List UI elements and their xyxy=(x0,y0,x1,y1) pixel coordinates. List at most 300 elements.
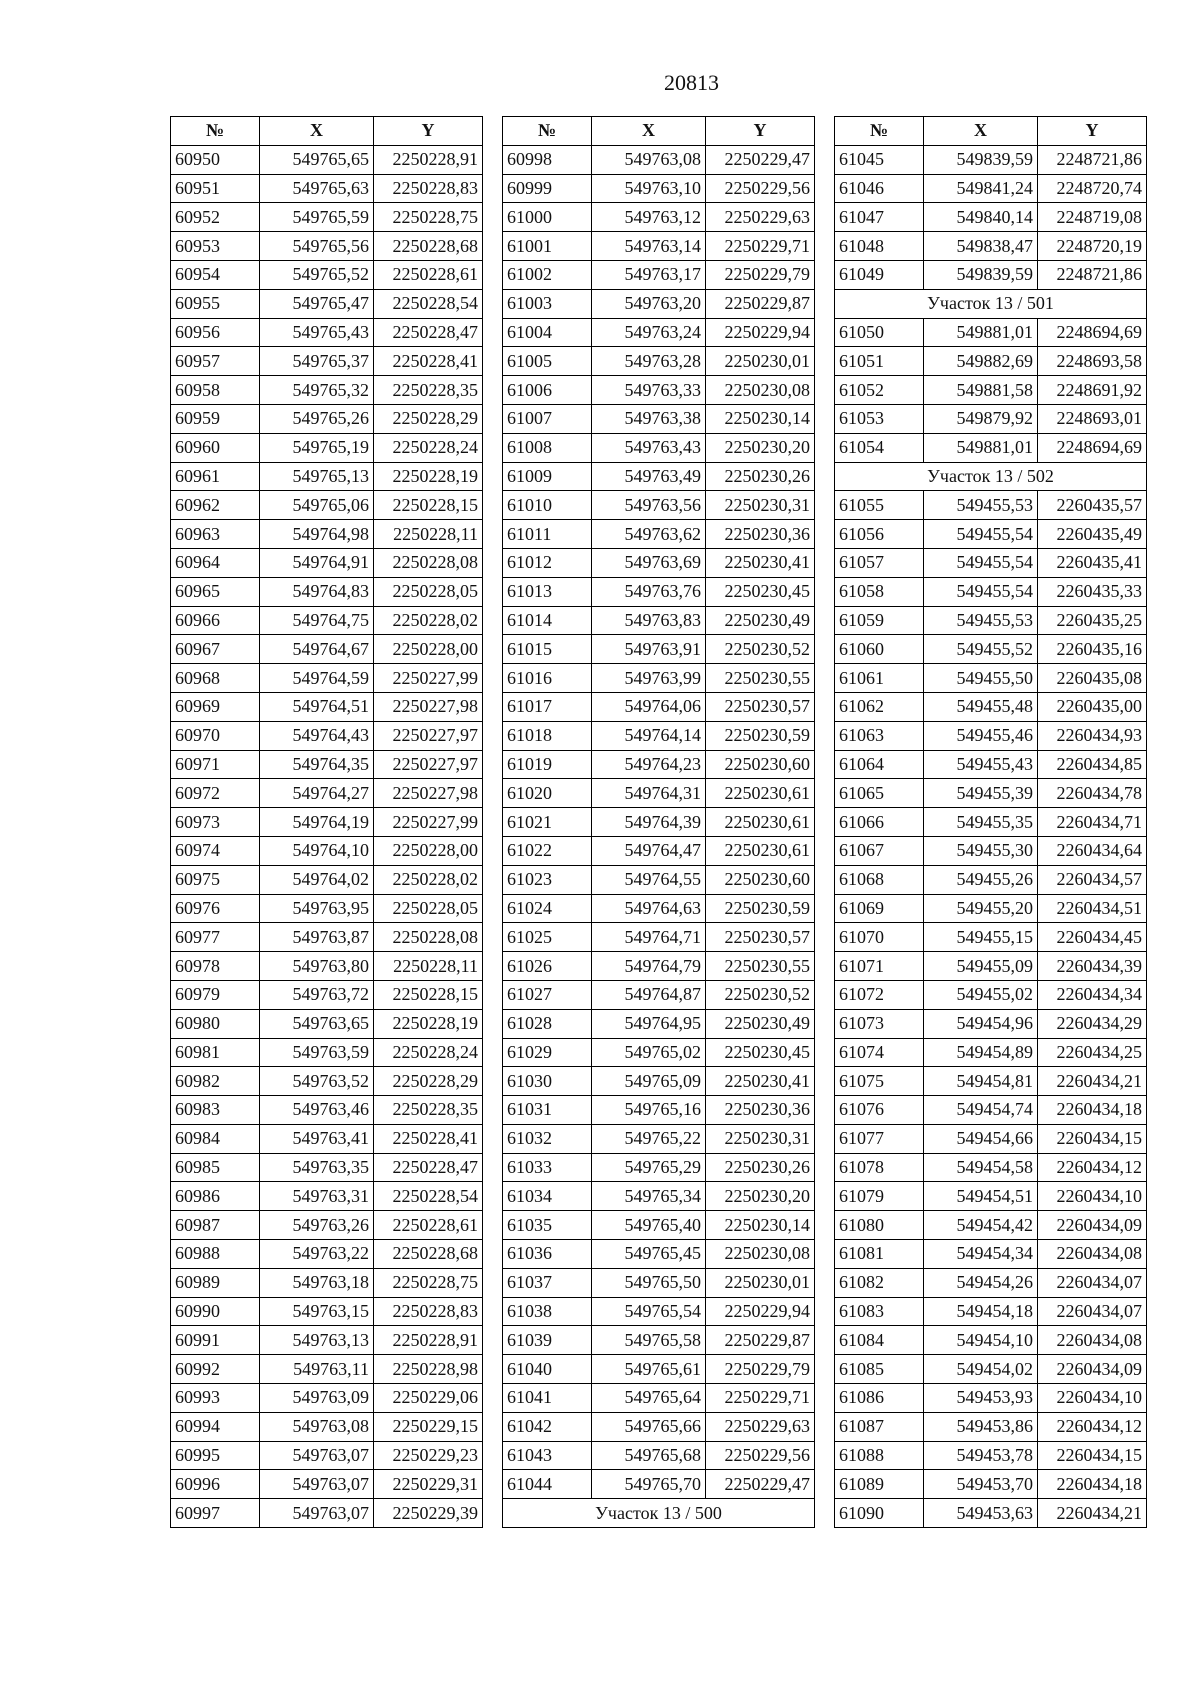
y-coordinate-cell: 2250228,61 xyxy=(374,260,483,289)
point-number-cell: 61008 xyxy=(503,433,592,462)
y-coordinate-cell: 2250229,39 xyxy=(374,1499,483,1528)
table-row xyxy=(835,318,1147,347)
x-coordinate-cell: 549763,87 xyxy=(260,923,374,952)
point-number-cell: 61086 xyxy=(835,1384,924,1413)
y-coordinate-cell: 2260434,08 xyxy=(1038,1326,1147,1355)
x-coordinate-cell: 549455,54 xyxy=(924,548,1038,577)
x-coordinate-cell: 549765,09 xyxy=(592,1067,706,1096)
y-coordinate-cell: 2250228,54 xyxy=(374,1182,483,1211)
table-row xyxy=(171,721,483,750)
x-coordinate-cell: 549764,95 xyxy=(592,1009,706,1038)
table-row xyxy=(171,923,483,952)
x-coordinate-cell: 549455,54 xyxy=(924,520,1038,549)
x-coordinate-cell: 549455,02 xyxy=(924,980,1038,1009)
table-row xyxy=(503,952,815,981)
table-row xyxy=(835,1470,1147,1499)
point-number-cell: 61013 xyxy=(503,577,592,606)
y-coordinate-cell: 2260434,09 xyxy=(1038,1355,1147,1384)
point-number-cell: 61089 xyxy=(835,1470,924,1499)
point-number-cell: 60958 xyxy=(171,376,260,405)
table-row xyxy=(171,1268,483,1297)
x-coordinate-cell: 549765,50 xyxy=(592,1268,706,1297)
x-coordinate-cell: 549763,13 xyxy=(260,1326,374,1355)
point-number-cell: 61051 xyxy=(835,347,924,376)
y-coordinate-cell: 2250228,83 xyxy=(374,174,483,203)
table-row xyxy=(503,865,815,894)
point-number-cell: 60993 xyxy=(171,1384,260,1413)
y-coordinate-cell: 2248693,58 xyxy=(1038,347,1147,376)
y-coordinate-cell: 2250228,29 xyxy=(374,1067,483,1096)
point-number-cell: 60984 xyxy=(171,1124,260,1153)
y-coordinate-cell: 2250228,05 xyxy=(374,577,483,606)
y-coordinate-cell: 2260435,08 xyxy=(1038,664,1147,693)
header-x: X xyxy=(924,117,1038,146)
x-coordinate-cell: 549763,10 xyxy=(592,174,706,203)
x-coordinate-cell: 549765,47 xyxy=(260,289,374,318)
table-row xyxy=(171,1470,483,1499)
point-number-cell: 61076 xyxy=(835,1096,924,1125)
x-coordinate-cell: 549763,12 xyxy=(592,203,706,232)
x-coordinate-cell: 549764,87 xyxy=(592,980,706,1009)
y-coordinate-cell: 2248691,92 xyxy=(1038,376,1147,405)
x-coordinate-cell: 549839,59 xyxy=(924,260,1038,289)
x-coordinate-cell: 549454,74 xyxy=(924,1096,1038,1125)
point-number-cell: 60951 xyxy=(171,174,260,203)
table-row xyxy=(171,232,483,261)
y-coordinate-cell: 2250228,02 xyxy=(374,606,483,635)
table-row xyxy=(503,1268,815,1297)
x-coordinate-cell: 549455,20 xyxy=(924,894,1038,923)
y-coordinate-cell: 2260434,51 xyxy=(1038,894,1147,923)
table-row xyxy=(503,692,815,721)
x-coordinate-cell: 549454,10 xyxy=(924,1326,1038,1355)
y-coordinate-cell: 2260434,25 xyxy=(1038,1038,1147,1067)
table-row xyxy=(503,1441,815,1470)
y-coordinate-cell: 2260434,15 xyxy=(1038,1441,1147,1470)
y-coordinate-cell: 2250230,52 xyxy=(706,635,815,664)
x-coordinate-cell: 549454,96 xyxy=(924,1009,1038,1038)
y-coordinate-cell: 2248694,69 xyxy=(1038,433,1147,462)
x-coordinate-cell: 549763,24 xyxy=(592,318,706,347)
table-row xyxy=(171,865,483,894)
y-coordinate-cell: 2260434,93 xyxy=(1038,721,1147,750)
point-number-cell: 61010 xyxy=(503,491,592,520)
table-row xyxy=(835,1441,1147,1470)
point-number-cell: 60970 xyxy=(171,721,260,750)
y-coordinate-cell: 2250227,99 xyxy=(374,808,483,837)
y-coordinate-cell: 2250230,01 xyxy=(706,1268,815,1297)
y-coordinate-cell: 2260434,18 xyxy=(1038,1470,1147,1499)
y-coordinate-cell: 2250227,97 xyxy=(374,750,483,779)
point-number-cell: 60953 xyxy=(171,232,260,261)
header-number: № xyxy=(835,117,924,146)
y-coordinate-cell: 2250228,91 xyxy=(374,1326,483,1355)
x-coordinate-cell: 549763,31 xyxy=(260,1182,374,1211)
y-coordinate-cell: 2250230,08 xyxy=(706,1240,815,1269)
table-row xyxy=(503,1412,815,1441)
point-number-cell: 61017 xyxy=(503,692,592,721)
table-row xyxy=(835,491,1147,520)
y-coordinate-cell: 2250230,57 xyxy=(706,692,815,721)
y-coordinate-cell: 2250229,79 xyxy=(706,260,815,289)
x-coordinate-cell: 549765,29 xyxy=(592,1153,706,1182)
table-row xyxy=(503,750,815,779)
table-row xyxy=(171,1211,483,1240)
point-number-cell: 61037 xyxy=(503,1268,592,1297)
point-number-cell: 61039 xyxy=(503,1326,592,1355)
point-number-cell: 61035 xyxy=(503,1211,592,1240)
point-number-cell: 61055 xyxy=(835,491,924,520)
y-coordinate-cell: 2250228,08 xyxy=(374,923,483,952)
y-coordinate-cell: 2250230,49 xyxy=(706,606,815,635)
header-number: № xyxy=(503,117,592,146)
point-number-cell: 61049 xyxy=(835,260,924,289)
x-coordinate-cell: 549763,95 xyxy=(260,894,374,923)
table-row xyxy=(503,1355,815,1384)
x-coordinate-cell: 549765,54 xyxy=(592,1297,706,1326)
table-row xyxy=(835,1297,1147,1326)
table-row xyxy=(503,836,815,865)
point-number-cell: 60990 xyxy=(171,1297,260,1326)
table-row xyxy=(171,836,483,865)
x-coordinate-cell: 549764,47 xyxy=(592,836,706,865)
x-coordinate-cell: 549764,59 xyxy=(260,664,374,693)
y-coordinate-cell: 2250228,35 xyxy=(374,1096,483,1125)
table-row xyxy=(835,664,1147,693)
table-row xyxy=(171,1240,483,1269)
table-row xyxy=(835,347,1147,376)
y-coordinate-cell: 2260434,45 xyxy=(1038,923,1147,952)
point-number-cell: 60967 xyxy=(171,635,260,664)
x-coordinate-cell: 549765,13 xyxy=(260,462,374,491)
table-row xyxy=(835,1153,1147,1182)
point-number-cell: 61022 xyxy=(503,836,592,865)
table-row xyxy=(171,808,483,837)
point-number-cell: 61050 xyxy=(835,318,924,347)
point-number-cell: 61067 xyxy=(835,836,924,865)
point-number-cell: 60976 xyxy=(171,894,260,923)
table-row xyxy=(503,721,815,750)
table-row xyxy=(835,779,1147,808)
table-row xyxy=(503,1153,815,1182)
x-coordinate-cell: 549764,79 xyxy=(592,952,706,981)
x-coordinate-cell: 549454,34 xyxy=(924,1240,1038,1269)
point-number-cell: 60957 xyxy=(171,347,260,376)
y-coordinate-cell: 2248721,86 xyxy=(1038,260,1147,289)
x-coordinate-cell: 549765,34 xyxy=(592,1182,706,1211)
point-number-cell: 60950 xyxy=(171,145,260,174)
table-row xyxy=(171,318,483,347)
point-number-cell: 61001 xyxy=(503,232,592,261)
x-coordinate-cell: 549841,24 xyxy=(924,174,1038,203)
x-coordinate-cell: 549881,58 xyxy=(924,376,1038,405)
table-row xyxy=(503,779,815,808)
x-coordinate-cell: 549763,65 xyxy=(260,1009,374,1038)
table-row xyxy=(503,520,815,549)
point-number-cell: 60975 xyxy=(171,865,260,894)
table-row xyxy=(503,606,815,635)
x-coordinate-cell: 549765,06 xyxy=(260,491,374,520)
y-coordinate-cell: 2260434,64 xyxy=(1038,836,1147,865)
x-coordinate-cell: 549453,86 xyxy=(924,1412,1038,1441)
table-row xyxy=(835,1182,1147,1211)
point-number-cell: 61074 xyxy=(835,1038,924,1067)
x-coordinate-cell: 549764,67 xyxy=(260,635,374,664)
point-number-cell: 61060 xyxy=(835,635,924,664)
table-row xyxy=(171,1009,483,1038)
point-number-cell: 60954 xyxy=(171,260,260,289)
x-coordinate-cell: 549765,66 xyxy=(592,1412,706,1441)
point-number-cell: 60994 xyxy=(171,1412,260,1441)
x-coordinate-cell: 549764,14 xyxy=(592,721,706,750)
table-row xyxy=(835,433,1147,462)
y-coordinate-cell: 2250229,71 xyxy=(706,1384,815,1413)
y-coordinate-cell: 2250229,23 xyxy=(374,1441,483,1470)
x-coordinate-cell: 549455,53 xyxy=(924,491,1038,520)
x-coordinate-cell: 549763,26 xyxy=(260,1211,374,1240)
table-row xyxy=(503,1124,815,1153)
y-coordinate-cell: 2250228,68 xyxy=(374,1240,483,1269)
x-coordinate-cell: 549764,19 xyxy=(260,808,374,837)
table-row xyxy=(835,1009,1147,1038)
point-number-cell: 61077 xyxy=(835,1124,924,1153)
x-coordinate-cell: 549454,66 xyxy=(924,1124,1038,1153)
y-coordinate-cell: 2250230,26 xyxy=(706,462,815,491)
x-coordinate-cell: 549763,11 xyxy=(260,1355,374,1384)
table-row xyxy=(171,347,483,376)
y-coordinate-cell: 2250227,98 xyxy=(374,692,483,721)
x-coordinate-cell: 549763,43 xyxy=(592,433,706,462)
table-row xyxy=(503,1182,815,1211)
table-row xyxy=(503,347,815,376)
table-row xyxy=(835,1326,1147,1355)
table-row xyxy=(503,260,815,289)
section-row xyxy=(835,462,1147,491)
y-coordinate-cell: 2250228,00 xyxy=(374,635,483,664)
table-row xyxy=(171,260,483,289)
table-row xyxy=(171,1297,483,1326)
point-number-cell: 61088 xyxy=(835,1441,924,1470)
y-coordinate-cell: 2248721,86 xyxy=(1038,145,1147,174)
table-row xyxy=(171,1355,483,1384)
table-row xyxy=(171,692,483,721)
y-coordinate-cell: 2250228,11 xyxy=(374,520,483,549)
point-number-cell: 60991 xyxy=(171,1326,260,1355)
x-coordinate-cell: 549765,32 xyxy=(260,376,374,405)
point-number-cell: 61026 xyxy=(503,952,592,981)
y-coordinate-cell: 2260434,12 xyxy=(1038,1412,1147,1441)
y-coordinate-cell: 2250230,59 xyxy=(706,894,815,923)
x-coordinate-cell: 549763,14 xyxy=(592,232,706,261)
point-number-cell: 61072 xyxy=(835,980,924,1009)
point-number-cell: 61004 xyxy=(503,318,592,347)
y-coordinate-cell: 2250228,75 xyxy=(374,203,483,232)
y-coordinate-cell: 2250228,61 xyxy=(374,1211,483,1240)
table-row xyxy=(503,894,815,923)
point-number-cell: 61043 xyxy=(503,1441,592,1470)
point-number-cell: 60981 xyxy=(171,1038,260,1067)
table-row xyxy=(503,1096,815,1125)
y-coordinate-cell: 2260434,34 xyxy=(1038,980,1147,1009)
x-coordinate-cell: 549765,52 xyxy=(260,260,374,289)
y-coordinate-cell: 2250228,05 xyxy=(374,894,483,923)
table-row xyxy=(835,145,1147,174)
point-number-cell: 61005 xyxy=(503,347,592,376)
x-coordinate-cell: 549454,18 xyxy=(924,1297,1038,1326)
x-coordinate-cell: 549455,54 xyxy=(924,577,1038,606)
table-row xyxy=(835,1211,1147,1240)
x-coordinate-cell: 549454,26 xyxy=(924,1268,1038,1297)
table-row xyxy=(171,894,483,923)
point-number-cell: 61059 xyxy=(835,606,924,635)
y-coordinate-cell: 2250229,56 xyxy=(706,1441,815,1470)
y-coordinate-cell: 2250230,49 xyxy=(706,1009,815,1038)
table-header-row xyxy=(503,117,815,146)
x-coordinate-cell: 549455,48 xyxy=(924,692,1038,721)
x-coordinate-cell: 549882,69 xyxy=(924,347,1038,376)
x-coordinate-cell: 549764,71 xyxy=(592,923,706,952)
point-number-cell: 60996 xyxy=(171,1470,260,1499)
y-coordinate-cell: 2250230,20 xyxy=(706,1182,815,1211)
point-number-cell: 61056 xyxy=(835,520,924,549)
x-coordinate-cell: 549763,62 xyxy=(592,520,706,549)
header-y: Y xyxy=(706,117,815,146)
table-row xyxy=(503,145,815,174)
y-coordinate-cell: 2250229,31 xyxy=(374,1470,483,1499)
point-number-cell: 60955 xyxy=(171,289,260,318)
point-number-cell: 61015 xyxy=(503,635,592,664)
point-number-cell: 61036 xyxy=(503,1240,592,1269)
point-number-cell: 61002 xyxy=(503,260,592,289)
x-coordinate-cell: 549453,63 xyxy=(924,1499,1038,1528)
table-row xyxy=(503,664,815,693)
point-number-cell: 61068 xyxy=(835,865,924,894)
table-row xyxy=(171,1326,483,1355)
point-number-cell: 60987 xyxy=(171,1211,260,1240)
table-row xyxy=(503,1009,815,1038)
y-coordinate-cell: 2250230,55 xyxy=(706,952,815,981)
point-number-cell: 61047 xyxy=(835,203,924,232)
y-coordinate-cell: 2250228,15 xyxy=(374,491,483,520)
x-coordinate-cell: 549454,42 xyxy=(924,1211,1038,1240)
y-coordinate-cell: 2250228,41 xyxy=(374,1124,483,1153)
table-row xyxy=(503,404,815,433)
table-header-row xyxy=(835,117,1147,146)
y-coordinate-cell: 2250228,24 xyxy=(374,1038,483,1067)
point-number-cell: 61065 xyxy=(835,779,924,808)
table-row xyxy=(835,1240,1147,1269)
y-coordinate-cell: 2250229,47 xyxy=(706,145,815,174)
x-coordinate-cell: 549765,26 xyxy=(260,404,374,433)
table-row xyxy=(503,1384,815,1413)
y-coordinate-cell: 2248693,01 xyxy=(1038,404,1147,433)
x-coordinate-cell: 549764,91 xyxy=(260,548,374,577)
table-row xyxy=(503,318,815,347)
point-number-cell: 60997 xyxy=(171,1499,260,1528)
table-row xyxy=(171,750,483,779)
y-coordinate-cell: 2250228,47 xyxy=(374,318,483,347)
y-coordinate-cell: 2250228,83 xyxy=(374,1297,483,1326)
y-coordinate-cell: 2250230,31 xyxy=(706,1124,815,1153)
x-coordinate-cell: 549764,43 xyxy=(260,721,374,750)
x-coordinate-cell: 549763,41 xyxy=(260,1124,374,1153)
y-coordinate-cell: 2260434,09 xyxy=(1038,1211,1147,1240)
y-coordinate-cell: 2250230,45 xyxy=(706,577,815,606)
table-row xyxy=(503,433,815,462)
table-row xyxy=(835,1268,1147,1297)
y-coordinate-cell: 2260435,41 xyxy=(1038,548,1147,577)
y-coordinate-cell: 2250230,36 xyxy=(706,520,815,549)
table-row xyxy=(171,145,483,174)
table-row xyxy=(171,491,483,520)
header-x: X xyxy=(592,117,706,146)
y-coordinate-cell: 2250228,15 xyxy=(374,980,483,1009)
point-number-cell: 60963 xyxy=(171,520,260,549)
table-row xyxy=(171,1096,483,1125)
point-number-cell: 61041 xyxy=(503,1384,592,1413)
point-number-cell: 61031 xyxy=(503,1096,592,1125)
point-number-cell: 61080 xyxy=(835,1211,924,1240)
point-number-cell: 60995 xyxy=(171,1441,260,1470)
table-row xyxy=(835,548,1147,577)
x-coordinate-cell: 549455,09 xyxy=(924,952,1038,981)
y-coordinate-cell: 2260435,16 xyxy=(1038,635,1147,664)
y-coordinate-cell: 2250229,87 xyxy=(706,1326,815,1355)
x-coordinate-cell: 549765,37 xyxy=(260,347,374,376)
y-coordinate-cell: 2250229,47 xyxy=(706,1470,815,1499)
point-number-cell: 60999 xyxy=(503,174,592,203)
point-number-cell: 60971 xyxy=(171,750,260,779)
y-coordinate-cell: 2250229,87 xyxy=(706,289,815,318)
point-number-cell: 61045 xyxy=(835,145,924,174)
table-row xyxy=(503,1240,815,1269)
y-coordinate-cell: 2250227,97 xyxy=(374,721,483,750)
point-number-cell: 61000 xyxy=(503,203,592,232)
x-coordinate-cell: 549455,53 xyxy=(924,606,1038,635)
point-number-cell: 61018 xyxy=(503,721,592,750)
table-row xyxy=(171,548,483,577)
x-coordinate-cell: 549764,63 xyxy=(592,894,706,923)
y-coordinate-cell: 2260434,21 xyxy=(1038,1067,1147,1096)
point-number-cell: 61085 xyxy=(835,1355,924,1384)
point-number-cell: 61081 xyxy=(835,1240,924,1269)
x-coordinate-cell: 549765,02 xyxy=(592,1038,706,1067)
table-row xyxy=(171,1182,483,1211)
table-row xyxy=(503,203,815,232)
y-coordinate-cell: 2260434,12 xyxy=(1038,1153,1147,1182)
table-row xyxy=(503,289,815,318)
table-row xyxy=(171,1038,483,1067)
table-row xyxy=(171,1124,483,1153)
x-coordinate-cell: 549765,61 xyxy=(592,1355,706,1384)
table-row xyxy=(835,952,1147,981)
y-coordinate-cell: 2250230,41 xyxy=(706,1067,815,1096)
y-coordinate-cell: 2248720,74 xyxy=(1038,174,1147,203)
y-coordinate-cell: 2250228,98 xyxy=(374,1355,483,1384)
table-row xyxy=(503,1326,815,1355)
point-number-cell: 61075 xyxy=(835,1067,924,1096)
x-coordinate-cell: 549765,40 xyxy=(592,1211,706,1240)
x-coordinate-cell: 549763,33 xyxy=(592,376,706,405)
table-row xyxy=(171,779,483,808)
point-number-cell: 61071 xyxy=(835,952,924,981)
x-coordinate-cell: 549765,68 xyxy=(592,1441,706,1470)
point-number-cell: 60978 xyxy=(171,952,260,981)
point-number-cell: 61078 xyxy=(835,1153,924,1182)
point-number-cell: 61062 xyxy=(835,692,924,721)
point-number-cell: 61083 xyxy=(835,1297,924,1326)
x-coordinate-cell: 549455,50 xyxy=(924,664,1038,693)
